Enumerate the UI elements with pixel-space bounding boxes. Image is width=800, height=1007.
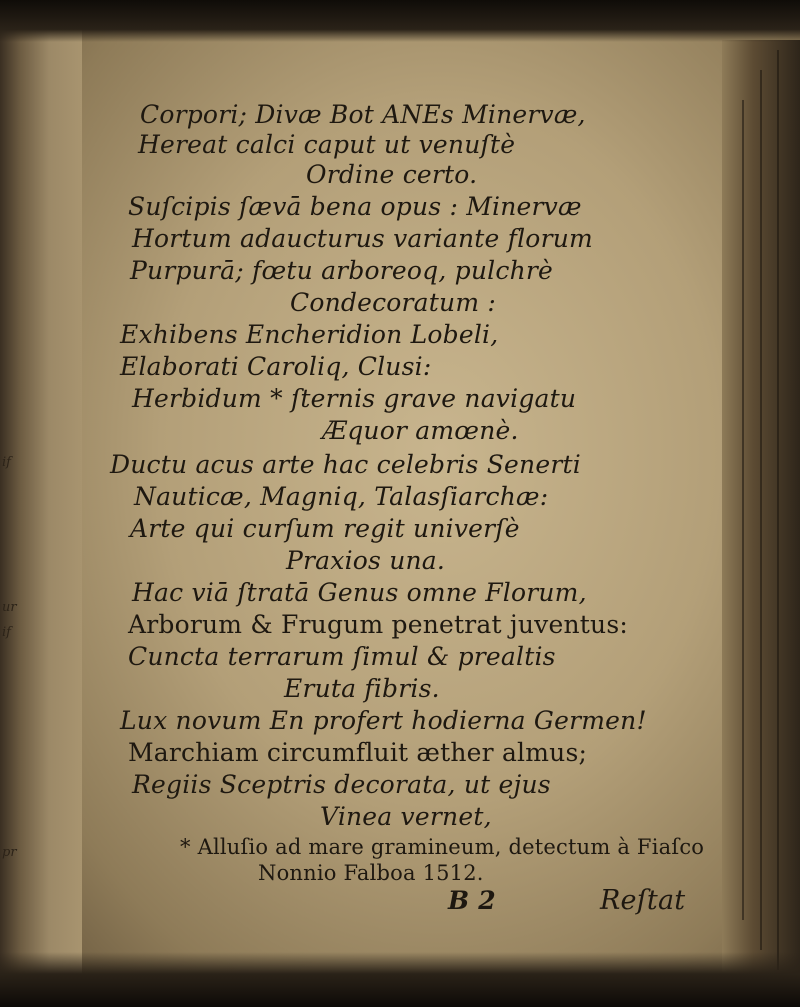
- text-line: Purpurā; fœtu arboreoq, pulchrè: [130, 256, 554, 285]
- text-line: Herbidum * ſternis grave navigatu: [132, 384, 577, 413]
- text-line: Ordine certo.: [306, 160, 478, 189]
- text-line: Marchiam circumfluit æther almus;: [128, 738, 588, 767]
- text-line: Hortum adaucturus variante florum: [132, 224, 593, 253]
- text-line: Lux novum En profert hodierna Germen!: [120, 706, 647, 735]
- signature-mark: B 2: [448, 886, 496, 915]
- text-line: Hereat calci caput ut venuſtè: [138, 130, 516, 159]
- text-line: Suſcipis ſævā bena opus : Minervæ: [128, 192, 582, 221]
- top-shadow: [0, 0, 800, 42]
- text-line: Corpori; Divæ Bot ANEs Minervæ,: [140, 100, 586, 129]
- footnote-line: Nonnio Falboa 1512.: [258, 861, 484, 885]
- margin-fragment: ur: [2, 600, 17, 615]
- margin-fragment: if: [2, 455, 11, 470]
- margin-fragment: pr: [2, 845, 17, 860]
- footnote-line: * Alluſio ad mare gramineum, detectum à Fiaſco: [180, 835, 705, 859]
- text-line: Eruta fibris.: [284, 674, 440, 703]
- margin-fragment: if: [2, 625, 11, 640]
- text-line: Nauticæ, Magniq, Talasſiarchæ:: [134, 482, 549, 511]
- right-page-edges: [722, 40, 800, 980]
- text-line: Cuncta terrarum ſimul & prealtis: [128, 642, 556, 671]
- text-line: Æquor amœnè.: [322, 416, 519, 445]
- text-line: Arborum & Frugum penetrat juventus:: [128, 610, 628, 639]
- text-line: Vinea vernet,: [320, 802, 492, 831]
- text-line: Elaborati Caroliq, Clusi:: [120, 352, 432, 381]
- text-line: Ductu acus arte hac celebris Senerti: [110, 450, 581, 479]
- catchword: Reſtat: [600, 885, 686, 916]
- text-line: Regiis Sceptris decorata, ut ejus: [132, 770, 551, 799]
- text-line: Condecoratum :: [290, 288, 497, 317]
- text-line: Hac viā ſtratā Genus omne Florum,: [132, 578, 587, 607]
- text-line: Exhibens Encheridion Lobeli,: [120, 320, 499, 349]
- left-page-edge: [0, 0, 82, 1007]
- text-line: Praxios una.: [286, 546, 446, 575]
- bottom-shadow: [0, 952, 800, 1007]
- text-line: Arte qui curſum regit univerſè: [130, 514, 520, 543]
